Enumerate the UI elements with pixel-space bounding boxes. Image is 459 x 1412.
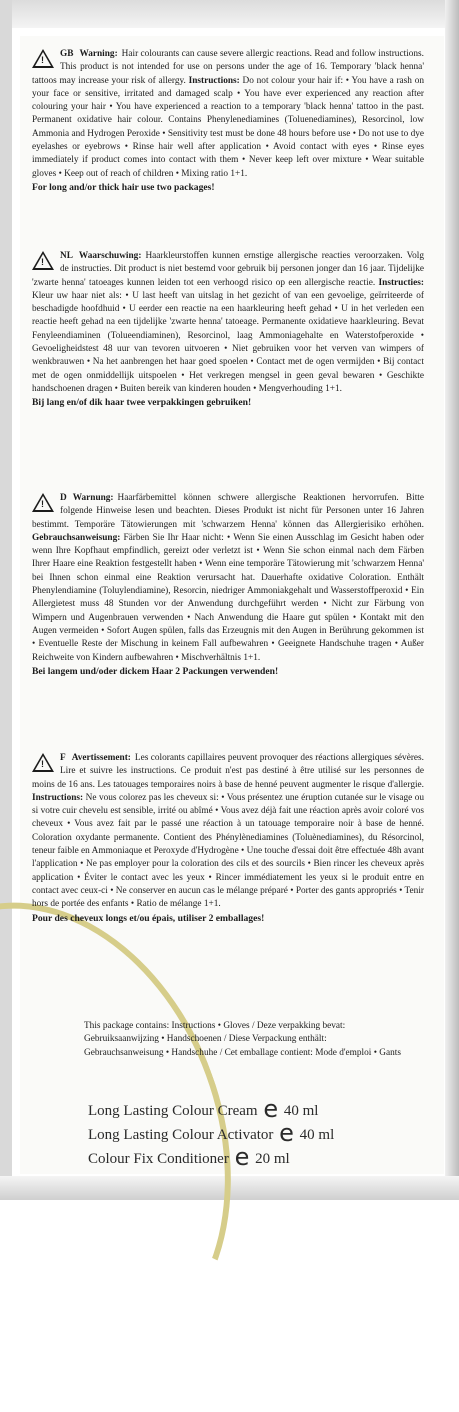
product-name: Colour Fix Conditioner bbox=[88, 1151, 229, 1167]
section-footer: Pour des cheveux longs et/ou épais, utiliser 2 emballages! bbox=[32, 912, 265, 924]
warning-label: Waarschuwing: bbox=[78, 251, 142, 261]
warning-triangle-icon: ! bbox=[32, 251, 54, 270]
section-nl bbox=[32, 250, 424, 410]
package-contents: This package contains: Instructions • Gloves / Deze verpakking bevat: Gebruiksaanwijzing • Handschoenen / Diese Verpackung enthält: Gebrauchsanweisung • Handschuhe / Cet emballage contient: Mode d'emploi • Gants bbox=[84, 1021, 401, 1058]
product-name: Long Lasting Colour Cream bbox=[88, 1103, 258, 1119]
instructions-label: Gebrauchsanweisung: bbox=[32, 532, 121, 543]
warning-label: Avertissement: bbox=[71, 753, 131, 763]
warning-label: Warning: bbox=[79, 49, 118, 59]
instructions-label: Instructions: bbox=[32, 792, 84, 803]
instructions-text: Ne vous colorez pas les cheveux si: • Vous présentez une éruption cutanée sur le visage ou si votre cuir chevelu est sensible, irrité ou abîmé • Vous avez déjà fait une réaction après avoir coloré vos cheveux • Vous avez fait par le passé une réaction à un tatouage temporaire noir à base de henné. Coloration oxydante permanente. Contient des Phénylènediamines (Toluènediamines), du Résorcinol, teneur faible en Ammoniaque et Peroxyde d'Hydrogène • Une touche d'essai doit être effectuée 48h avant l'application • Ne pas employer pour la coloration des cils et des sourcils • Bien rincer les cheveux après application • Éviter le contact avec les yeux • Rincer immédiatement les yeux si le produit entre en contact avec ceux-ci • Ne conserver en aucun cas le mélange préparé • Porter des gants appropriés • Tenir hors de portée des enfants • Ratio de mélange 1+1. bbox=[32, 792, 425, 910]
box-top-edge bbox=[0, 0, 459, 28]
warning-text: Hair colourants can cause severe allergic reactions. Read and follow instructions. This product is not intended for use on persons under the age of 16. Temporary 'black henna' tattoos may increase your risk of allergy. bbox=[32, 49, 424, 86]
product-volume: 40 ml bbox=[283, 1103, 319, 1119]
section-footer: For long and/or thick hair use two packages! bbox=[32, 181, 215, 193]
product-line bbox=[88, 1119, 418, 1147]
estimated-sign-icon: e bbox=[234, 1143, 250, 1171]
instructions-text: Do not colour your hair if: • You have a rash on your face or sensitive, irritated and damaged scalp • You have ever experienced any reaction after colouring your hair • You have experienced a reaction to a temporary 'black henna' tattoo in the past. Permanent oxidative hair colour. Contains Phenylenediamines (Toluenediamines), Resorcinol, low Ammonia and Hydrogen Peroxide • Sensitivity test must be done 48 hours before use • Do not use to dye eyelashes or eyebrows • Rinse hair well after application • Avoid contact with eyes • Rinse eyes immediately if product comes into contact with them • Never keep left over mixture • Wear suitable gloves • Keep out of reach of children • Mixing ratio 1+1. bbox=[32, 75, 425, 179]
product-line bbox=[88, 1143, 418, 1171]
warning-triangle-icon: ! bbox=[32, 493, 54, 512]
lang-code: D bbox=[60, 493, 67, 503]
warning-text: Haarfärbemittel können schwere allergische Reaktionen hervorrufen. Bitte folgende Hinweise lesen und beachten. Dieses Produkt ist nicht für Personen unter 16 Jahren bestimmt. Temporäre Tätowierungen mit 'schwarzem Henna' können das Allergierisiko erhöhen. bbox=[32, 493, 424, 530]
section-footer: Bij lang en/of dik haar twee verpakkingen gebruiken! bbox=[32, 397, 252, 409]
product-line bbox=[88, 1095, 418, 1123]
warning-triangle-icon: ! bbox=[32, 753, 54, 772]
instructions-label: Instructions: bbox=[188, 75, 240, 86]
lang-code: GB bbox=[60, 49, 74, 59]
section-fr bbox=[32, 752, 424, 925]
instructions-text: Färben Sie Ihr Haar nicht: • Wenn Sie einen Ausschlag im Gesicht haben oder wenn Ihre Kopfhaut empfindlich, gereizt oder verletzt ist • Wenn Sie schon einmal nach dem Färben Ihrer Haare eine Reaktion festgestellt haben • Wenn eine temporäre Tätowierung mit 'schwarzem Henna' bei Ihnen schon einmal eine Reaktion verursacht hat. Dauerhafte oxidative Coloration. Enthält Phenylendiamine (Toluylendiamine), Resorcin, niedriger Ammoniakgehalt und Wasserstoffperoxid • Ein Allergietest muss 48 Stunden vor der Anwendung durchgeführt werden • Nicht zur Färbung von Wimpern und Augenbrauen verwenden • Nach Anwendung die Haare gut spülen • Kontakt mit den Augen vermeiden • Sofort Augen spülen, falls das Erzeugnis mit den Augen in Berührung gekommen ist • Eventuelle Reste der Mischung in keinem Fall aufbewahren • Geeignete Handschuhe tragen • Außer Reichweite von Kindern aufbewahren • Mischverhältnis 1+1. bbox=[32, 532, 424, 663]
instructions-label: Instructies: bbox=[378, 277, 424, 288]
section-gb bbox=[32, 48, 424, 194]
estimated-sign-icon: e bbox=[279, 1119, 294, 1147]
warning-text: Haarkleurstoffen kunnen ernstige allergische reacties veroorzaken. Volg de instructies. Dit product is niet bestemd voor gebruik bij personen jonger dan 16 jaar. Tijdelijke 'zwarte henna' tatoeages kunnen leiden tot een verhoogd risico op een allergische reactie. bbox=[32, 251, 424, 288]
section-footer: Bei langem und/oder dickem Haar 2 Packungen verwenden! bbox=[32, 665, 279, 677]
product-volume: 20 ml bbox=[255, 1151, 290, 1167]
product-volume: 40 ml bbox=[299, 1127, 335, 1143]
warning-triangle-icon: ! bbox=[32, 49, 54, 68]
box-right-edge bbox=[445, 0, 459, 1200]
warning-label: Warnung: bbox=[72, 493, 114, 503]
lang-code: F bbox=[60, 753, 66, 763]
lang-code: NL bbox=[60, 251, 73, 261]
estimated-sign-icon: e bbox=[263, 1095, 279, 1123]
warning-text: Les colorants capillaires peuvent provoquer des réactions allergiques sévères. Lire et suivre les instructions. Ce produit n'est pas destiné à être utilisé sur les personnes de moins de 16 ans. Les tatouages temporaires noirs à base de henné peuvent augmenter le risque d'allergie. bbox=[32, 753, 424, 790]
instructions-text: Kleur uw haar niet als: • U last heeft van uitslag in het gezicht of van een gevoelige, geïrriteerde of beschadigde hoofdhuid • U eerder een reactie na een haarkleuring heeft gehad • U in het verleden een reactie heeft gehad na een tijdelijke 'zwarte henna' tatoeage. Permanente oxidatieve haarkleuring. Bevat Fenyleendiaminen (Tolueendiaminen), Resorcinol, laag Ammoniagehalte en Waterstofperoxide • Gevoeligheidstest 48 uur van tevoren uitvoeren • Niet gebruiken voor het verven van wimpers of wenkbrauwen • Na het aanbrengen het haar goed spoelen • Contact met de ogen vermijden • Bij contact met de ogen onmiddellijk uitspoelen • Het verkregen mengsel in geen geval bewaren • Geschikte handschoenen dragen • Buiten bereik van kinderen houden • Mengverhouding 1+1. bbox=[32, 290, 424, 394]
section-de bbox=[32, 492, 424, 678]
product-name: Long Lasting Colour Activator bbox=[88, 1127, 274, 1143]
